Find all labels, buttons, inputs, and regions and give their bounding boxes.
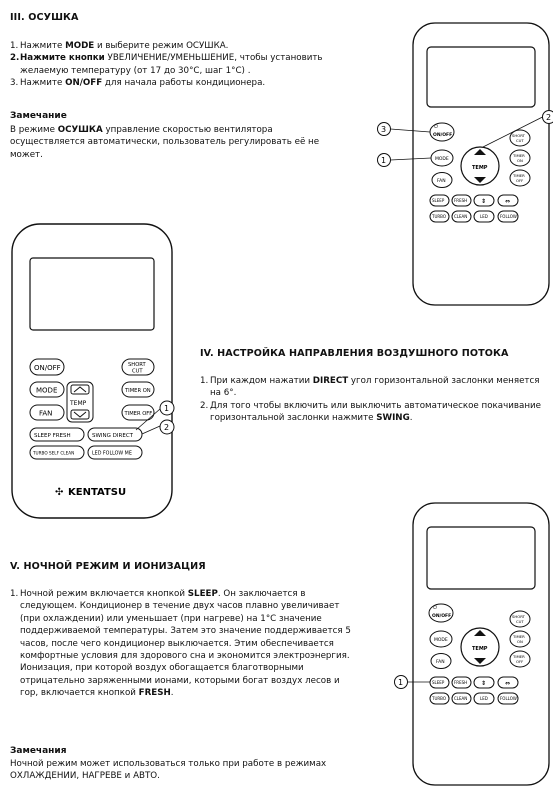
- fan-label: FAN: [39, 409, 53, 418]
- mode-label: MODE: [434, 638, 448, 643]
- mode-label: MODE: [36, 386, 58, 395]
- sleep-label: SLEEP: [432, 680, 445, 685]
- callout-3-label: 3: [381, 125, 387, 134]
- callout-2-label: 2: [164, 423, 170, 432]
- svg-text:ON: ON: [517, 639, 523, 644]
- brand-logo-icon: ✣: [55, 487, 64, 498]
- section-4-title: IV. НАСТРОЙКА НАПРАВЛЕНИЯ ВОЗДУШНОГО ПОТОКА: [200, 348, 509, 359]
- section-3-note-title: Замечание: [10, 111, 67, 121]
- svg-text:⇕: ⇕: [481, 198, 487, 205]
- section-5-body: [10, 588, 356, 700]
- mode-label: MODE: [435, 157, 449, 162]
- svg-text:CUT: CUT: [132, 368, 143, 375]
- turbo-label: TURBO: [432, 214, 446, 219]
- timer-on-label: TIMER ON: [125, 388, 151, 394]
- swing-direct-label: SWING DIRECT: [92, 433, 134, 439]
- list-item: 1. Нажмите MODE и выберите режим ОСУШКА.: [10, 41, 229, 51]
- follow-label: FOLLOW: [500, 214, 517, 219]
- temp-label: TEMP: [472, 646, 488, 652]
- turbo-label: TURBO SELF CLEAN: [33, 450, 75, 456]
- svg-text:⇕: ⇕: [481, 680, 487, 687]
- fresh-label: FRESH: [454, 198, 468, 203]
- remote-display: [427, 527, 535, 589]
- section-3-note: В режиме ОСУШКА управление скоростью вентилятора осуществляется автоматически, пользователь регулировать её не может.: [10, 125, 320, 160]
- follow-label: FOLLOW: [500, 696, 517, 701]
- onoff-label: ON/OFF: [432, 614, 452, 619]
- remote-illustration-1: [370, 20, 553, 310]
- section-3-title: III. ОСУШКА: [10, 12, 79, 23]
- section-5-title: V. НОЧНОЙ РЕЖИМ И ИОНИЗАЦИЯ: [10, 561, 206, 572]
- section-4-steps: [200, 375, 546, 425]
- list-item: 2. Нажмите кнопки УВЕЛИЧЕНИЕ/УМЕНЬШЕНИЕ, чтобы установить желаемую температуру (от 17 до 30°C, шаг 1°C) .: [10, 53, 323, 76]
- svg-text:⇔: ⇔: [505, 198, 511, 205]
- onoff-label: ON/OFF: [34, 364, 61, 372]
- section-5-notes-title: Замечания: [10, 746, 67, 756]
- callout-2-label: 2: [546, 113, 552, 122]
- timer-off-label: TIMER: [513, 654, 525, 659]
- svg-text:SHORT: SHORT: [128, 362, 146, 368]
- remote-display: [30, 258, 154, 330]
- power-icon: ⏻: [433, 605, 437, 611]
- callout-1-label: 1: [381, 156, 387, 165]
- callout-1-label: 1: [164, 404, 170, 413]
- list-item: 2. Для того чтобы включить или выключить автоматическое покачивание горизонтальной заслонки нажмите SWING.: [200, 400, 541, 424]
- sleep-label: SLEEP: [432, 198, 445, 203]
- svg-text:CUT: CUT: [516, 138, 524, 143]
- power-icon: ⏻: [434, 124, 438, 130]
- list-item: 1. Ночной режим включается кнопкой SLEEP. Он заключается в следующем. Кондиционер в течение двух часов плавно увеличивает (при охлаждении) или уменьшает (при нагреве) на 1°C значение поддерживаемой температуры. Затем это значение поддерживается 5 часов, после чего кондиционер выключается. Этим обеспечивается комфортные условия для здорового сна и экономится электроэнергия.: [10, 589, 351, 662]
- sleep-fresh-label: SLEEP FRESH: [34, 433, 71, 439]
- timer-on-label: TIMER: [513, 634, 525, 639]
- remote-illustration-3: [388, 500, 553, 790]
- timer-off-label: TIMER OFF: [124, 411, 153, 417]
- ionization-paragraph: Ионизация, при которой воздух обогащается благотворными отрицательно заряженными ионами, которыми богат воздух лесов и гор, включается кнопкой FRESH.: [20, 663, 340, 699]
- section-5-notes: Ночной режим может использоваться только при работе в режимах ОХЛАЖДЕНИИ, НАГРЕВЕ и АВТО.: [10, 759, 327, 782]
- short-cut-label: SHORT: [512, 133, 525, 138]
- clean-label: CLEAN: [454, 696, 468, 701]
- led-label: LED: [480, 696, 488, 701]
- timer-on-label: TIMER: [513, 153, 525, 158]
- remote-display: [427, 47, 535, 107]
- list-item: 1. При каждом нажатии DIRECT угол горизонтальной заслонки меняется на 6°.: [200, 376, 540, 399]
- temp-label: TEMP: [472, 165, 488, 171]
- section-3-steps: [10, 40, 355, 90]
- fan-label: FAN: [436, 660, 445, 665]
- fan-label: FAN: [437, 179, 446, 184]
- svg-text:OFF: OFF: [516, 178, 524, 183]
- brand-name: KENTATSU: [68, 487, 127, 498]
- svg-text:⇔: ⇔: [505, 680, 511, 687]
- fresh-label: FRESH: [454, 680, 468, 685]
- temp-label: TEMP: [70, 400, 87, 407]
- svg-text:OFF: OFF: [516, 659, 524, 664]
- timer-off-label: TIMER: [513, 173, 525, 178]
- led-label: LED: [480, 214, 488, 219]
- short-cut-label: SHORT: [512, 614, 525, 619]
- onoff-label: ON/OFF: [433, 133, 453, 138]
- led-label: LED FOLLOW ME: [92, 451, 132, 457]
- turbo-label: TURBO: [432, 696, 446, 701]
- clean-label: CLEAN: [454, 214, 468, 219]
- svg-text:ON: ON: [517, 158, 523, 163]
- callout-1-label: 1: [398, 678, 404, 687]
- remote-illustration-2: [10, 222, 185, 520]
- list-item: 3. Нажмите ON/OFF для начала работы кондиционера.: [10, 78, 266, 89]
- svg-text:CUT: CUT: [516, 619, 524, 624]
